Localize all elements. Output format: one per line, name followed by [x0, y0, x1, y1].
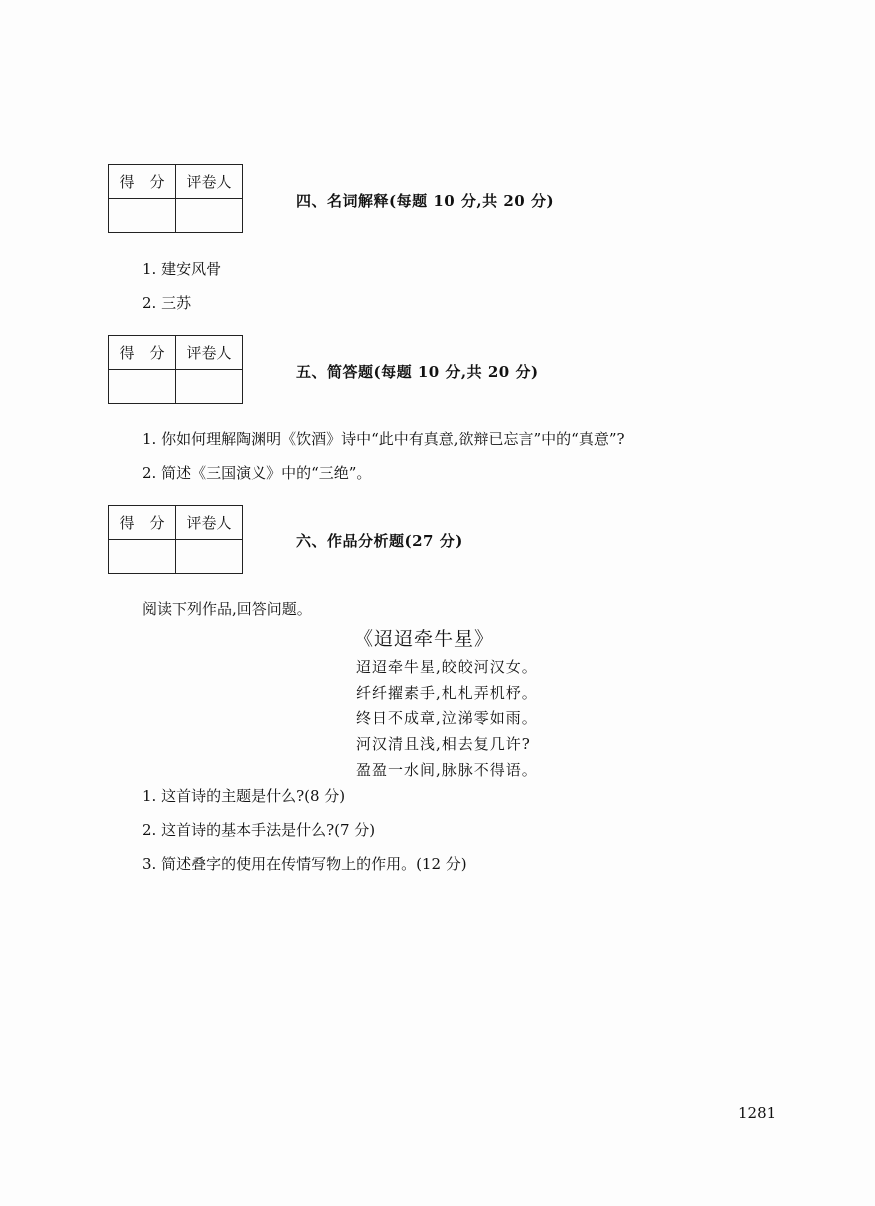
grader-label: 评卷人 [176, 165, 243, 199]
score-label: 得 分 [109, 336, 176, 370]
poem-line: 河汉清且浅,相去复几许? [356, 735, 531, 753]
question: 2. 简述《三国演义》中的“三绝”。 [142, 464, 372, 482]
page-number: 1281 [738, 1104, 777, 1122]
score-label: 得 分 [109, 506, 176, 540]
grader-cell [176, 540, 243, 574]
section-title: 四、名词解释(每题 10 分,共 20 分) [296, 192, 555, 210]
question: 1. 你如何理解陶渊明《饮酒》诗中“此中有真意,欲辩已忘言”中的“真意”? [142, 430, 625, 448]
score-label: 得 分 [109, 165, 176, 199]
question: 3. 简述叠字的使用在传情写物上的作用。(12 分) [142, 855, 467, 873]
poem-line: 迢迢牵牛星,皎皎河汉女。 [356, 658, 538, 676]
score-cell [109, 540, 176, 574]
section-title: 六、作品分析题(27 分) [296, 532, 463, 550]
question: 2. 三苏 [142, 294, 192, 312]
section-title: 五、简答题(每题 10 分,共 20 分) [296, 363, 539, 381]
question: 2. 这首诗的基本手法是什么?(7 分) [142, 821, 376, 839]
score-table [108, 164, 243, 233]
grader-cell [176, 370, 243, 404]
question: 1. 这首诗的主题是什么?(8 分) [142, 787, 346, 805]
question: 1. 建安风骨 [142, 260, 222, 278]
poem-title: 《迢迢牵牛星》 [354, 628, 495, 650]
score-cell [109, 370, 176, 404]
grader-label: 评卷人 [176, 506, 243, 540]
score-cell [109, 199, 176, 233]
poem-line: 终日不成章,泣涕零如雨。 [356, 709, 538, 727]
poem-line: 盈盈一水间,脉脉不得语。 [356, 761, 538, 779]
instruction-text: 阅读下列作品,回答问题。 [142, 600, 312, 618]
score-table [108, 335, 243, 404]
poem-line: 纤纤擢素手,札札弄机杼。 [356, 684, 538, 702]
score-table [108, 505, 243, 574]
grader-label: 评卷人 [176, 336, 243, 370]
grader-cell [176, 199, 243, 233]
